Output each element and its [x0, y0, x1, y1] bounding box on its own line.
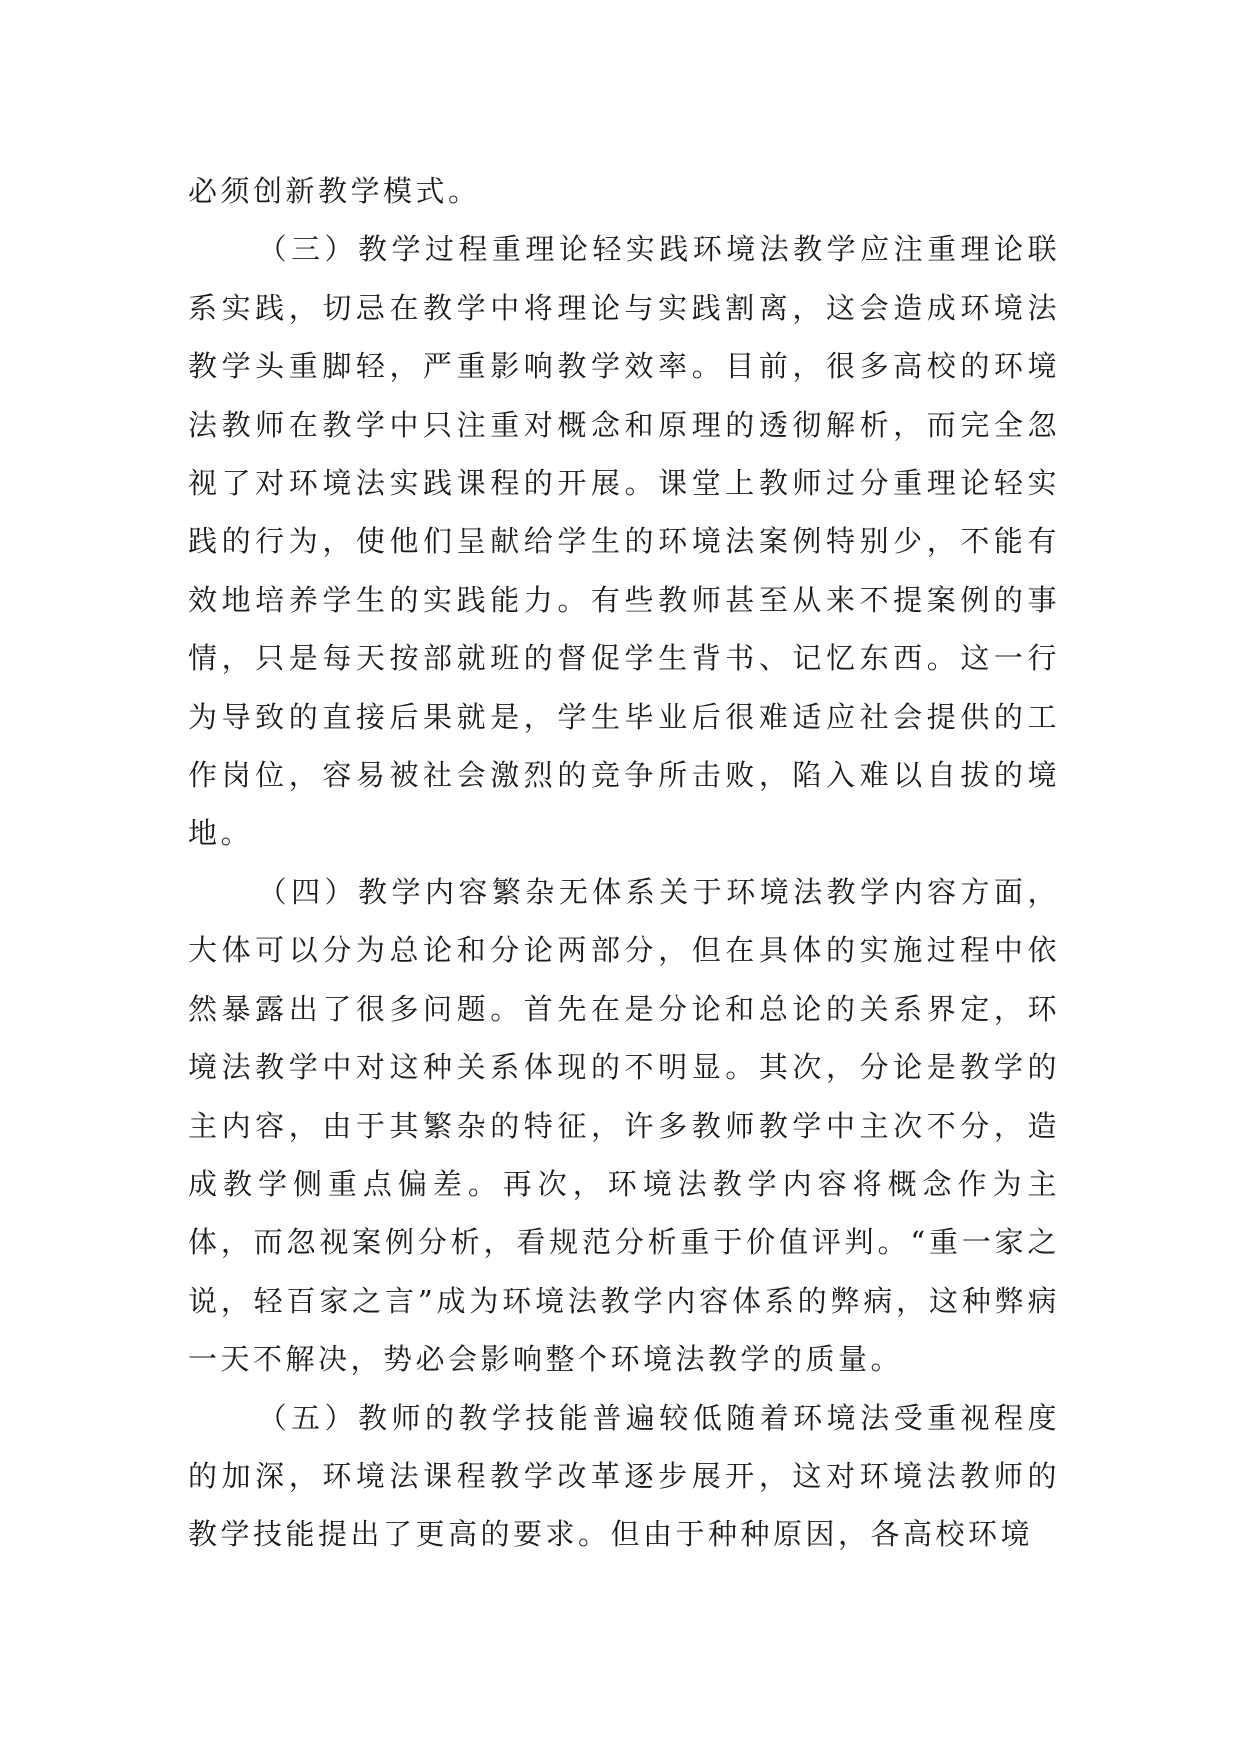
paragraph-section-4: （四）教学内容繁杂无体系关于环境法教学内容方面，大体可以分为总论和分论两部分，但在具体的实施过程中依然暴露出了很多问题。首先在是分论和总论的关系界定，环境法教学中对这种关系体现的不明显。其次，分论是教学的主内容，由于其繁杂的特征，许多教师教学中主次不分，造成教学侧重点偏差。再次，环境法教学内容将概念作为主体，而忽视案例分析，看规范分析重于价值评判。“重一家之说，轻百家之言”成为环境法教学内容体系的弊病，这种弊病一天不解决，势必会影响整个环境法教学的质量。 — [188, 874, 1060, 1377]
paragraph-section-3: （三）教学过程重理论轻实践环境法教学应注重理论联系实践，切忌在教学中将理论与实践割离，这会造成环境法教学头重脚轻，严重影响教学效率。目前，很多高校的环境法教师在教学中只注重对概念和原理的透彻解析，而完全忽视了对环境法实践课程的开展。课堂上教师过分重理论轻实践的行为，使他们呈献给学生的环境法案例特别少，不能有效地培养学生的实践能力。有些教师甚至从来不提案例的事情，只是每天按部就班的督促学生背书、记忆东西。这一行为导致的直接后果就是，学生毕业后很难适应社会提供的工作岗位，容易被社会激烈的竞争所击败，陷入难以自拔的境地。 — [188, 232, 1060, 851]
paragraph-section-5: （五）教师的教学技能普遍较低随着环境法受重视程度的加深，环境法课程教学改革逐步展开，这对环境法教师的教学技能提出了更高的要求。但由于种种原因，各高校环境 — [188, 1400, 1060, 1552]
paragraph-continuation: 必须创新教学模式。 — [188, 174, 481, 208]
body-text — [188, 162, 1060, 1564]
